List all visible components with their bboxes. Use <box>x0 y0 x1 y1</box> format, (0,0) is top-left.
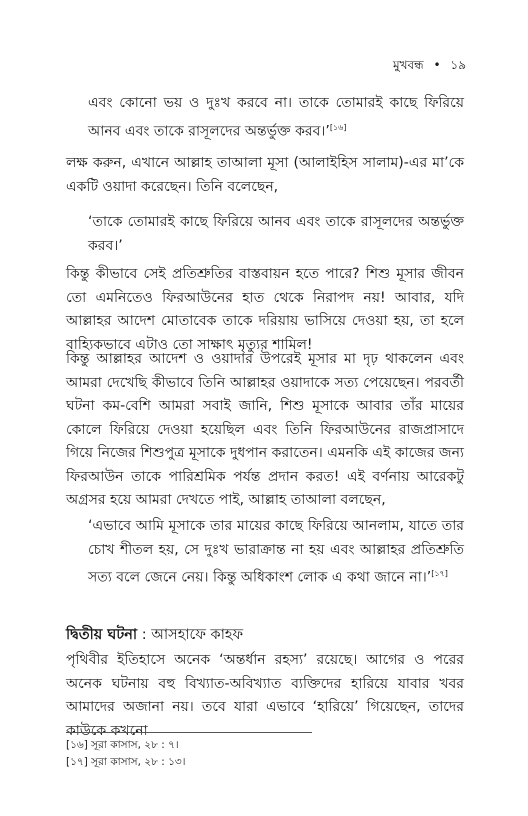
header-section-title: মুখবন্ধ <box>392 58 424 72</box>
section-heading-title: : আসহাফে কাহফ <box>137 627 244 643</box>
page-number: ১৯ <box>450 58 466 72</box>
quote-text-3: ‘এভাবে আমি মূসাকে তার মায়ের কাছে ফিরিয়ে আনলাম, যাতে তার চোখ শীতল হয়, সে দুঃখ ভারাক্রান্ত না হয় এবং আল্লাহর প্রতিশ্রুতি সত্য বলে জেনে নেয়। কিন্তু অধিকাংশ লোক এ কথা জানে না।’ <box>88 518 464 586</box>
footnote-divider <box>66 732 312 733</box>
body-paragraph-1: লক্ষ করুন, এখানে আল্লাহ তাআলা মূসা (আলাইহিস সালাম)-এর মা’কে একটি ওয়াদা করেছেন। তিনি বলেছেন, <box>66 155 464 195</box>
footnote-ref-16: [১৬] <box>329 122 347 132</box>
body-paragraph-4: পৃথিবীর ইতিহাসে অনেক ‘অন্তর্ধান রহস্য’ রয়েছে। আগের ও পরের অনেক ঘটনায় বহু বিখ্যাত-অবিখ্যাত ব্যক্তিদের হারিয়ে যাবার খবর আমাদের অজানা নয়। তবে যারা এভাবে ‘হারিয়ে’ গিয়েছেন, তাদের কাউকে কখনো <box>66 652 464 739</box>
running-header <box>393 57 466 77</box>
footnote-16: [১৬] সূরা কাসাস, ২৮ : ৭। <box>66 739 179 751</box>
body-paragraph-2: কিন্তু কীভাবে সেই প্রতিশ্রুতির বাস্তবায়ন হতে পারে? শিশু মূসার জীবন তো এমনিতেও ফিরআউনের হাত থেকে নিরাপদ নয়! আবার, যদি আল্লাহর আদেশ মোতাবেক তাকে দরিয়ায় ভাসিয়ে দেওয়া হয়, তা হলে বাহ্যিকভাবে এটাও তো সাক্ষাৎ মৃত্যুর শামিল! <box>66 266 464 353</box>
body-paragraph-3: কিন্তু আল্লাহর আদেশ ও ওয়াদার উপরেই মূসার মা দৃঢ় থাকলেন এবং আমরা দেখেছি কীভাবে তিনি আল্লাহর ওয়াদাকে সত্য পেয়েছেন। পরবর্তী ঘটনা কম-বেশি আমরা সবাই জানি, শিশু মূসাকে আবার তাঁর মায়ের কোলে ফিরিয়ে দেওয়া হয়েছিল এবং তিনি ফিরআউনের রাজপ্রাসাদে গিয়ে নিজের শিশুপুত্র মূসাকে দুধপান করাতেন। এমনকি এই কাজের জন্য ফিরআউন তাকে পারিশ্রমিক পর্যন্ত প্রদান করত! এই বর্ণনায় আরেকটু অগ্রসর হয়ে আমরা দেখতে পাই, আল্লাহ তাআলা বলছেন, <box>66 351 464 508</box>
footnote-17: [১৭] সূরা কাসাস, ২৮ : ১৩। <box>66 756 186 768</box>
section-heading <box>66 624 243 648</box>
quote-paragraph-2: ‘তাকে তোমারই কাছে ফিরিয়ে আনব এবং তাকে রাসূলদের অন্তর্ভুক্ত করব।’ <box>88 214 464 254</box>
footnote-ref-17: [১৭] <box>431 569 448 578</box>
quote-paragraph-1 <box>88 92 464 144</box>
section-heading-label: দ্বিতীয় ঘটনা <box>66 627 138 643</box>
quote-paragraph-3 <box>88 515 464 590</box>
quote-text-1: এবং কোনো ভয় ও দুঃখ করবে না। তাকে তোমারই কাছে ফিরিয়ে আনব এবং তাকে রাসূলদের অন্তর্ভুক্ত করব।’ <box>88 95 464 140</box>
header-bullet: • <box>433 58 441 72</box>
